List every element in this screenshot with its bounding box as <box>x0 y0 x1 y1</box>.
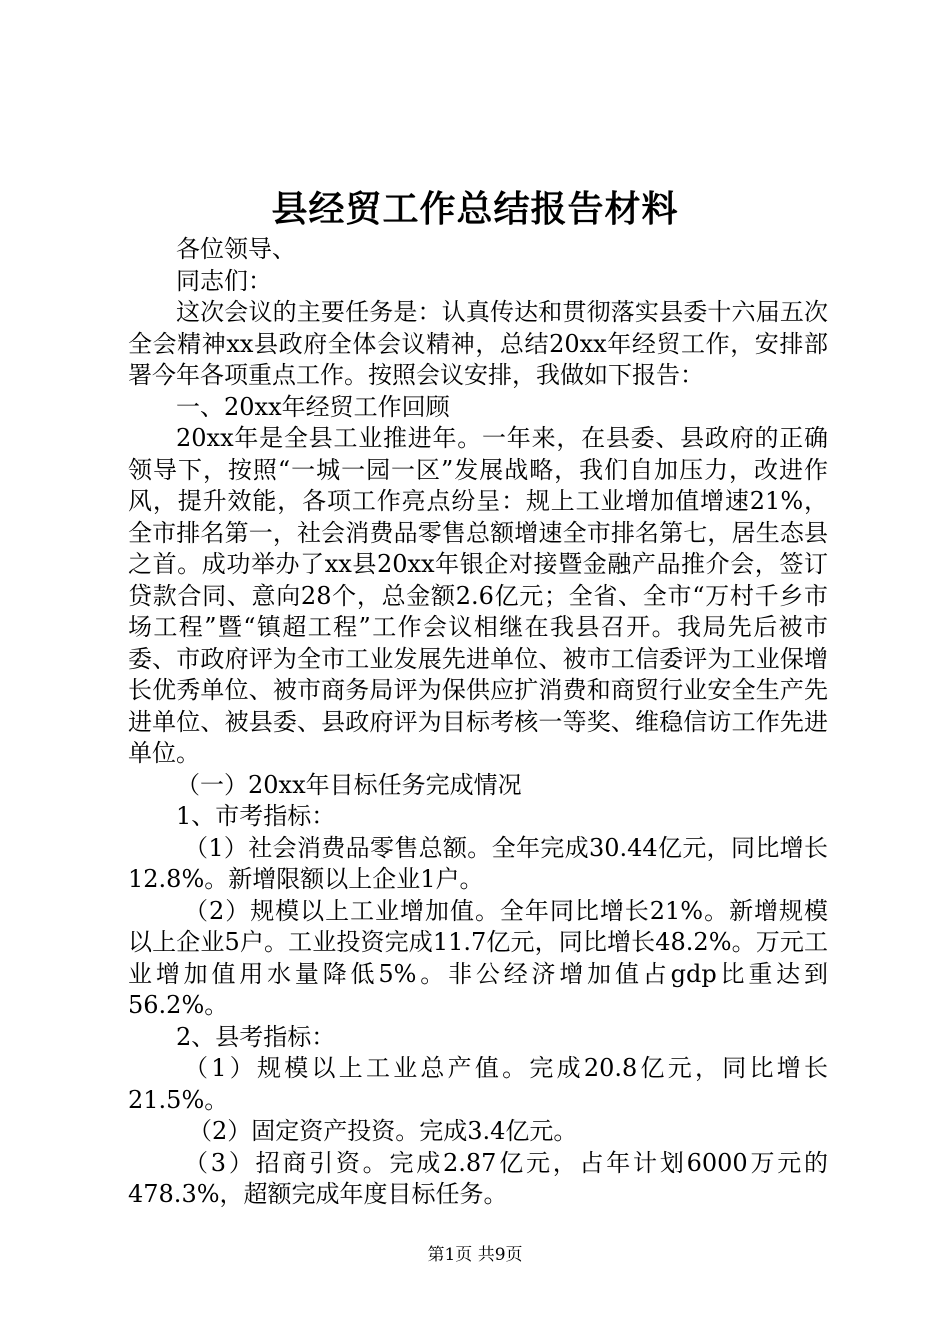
county-indicators-heading: 2、县考指标： <box>176 1022 336 1051</box>
document-title: 县经贸工作总结报告材料 <box>271 188 679 230</box>
county-indicator-3: （3）招商引资。完成2.87亿元，占年计划6000万元的478.3%，超额完成年度目标任务。 <box>128 1148 828 1208</box>
county-indicator-1: （1）规模以上工业总产值。完成20.8亿元，同比增长21.5%。 <box>128 1054 828 1114</box>
county-indicator-2: （2）固定资产投资。完成3.4亿元。 <box>188 1117 578 1145</box>
review-paragraph: 20xx年是全县工业推进年。一年来，在县委、县政府的正确领导下，按照“一城一园一区”发展战略，我们自加压力，改进作风，提升效能，各项工作亮点纷呈：规上工业增加值增速21%，全市排名第一，社会消费品零售总额增速全市排名第七，居生态县之首。成功举办了xx县20xx年银企对接暨金融产品推介会，签订贷款合同、意向28个，总金额2.6亿元；全省、全市“万村千乡市场工程”暨“镇超工程”工作会议相继在我县召开。我局先后被市委、市政府评为全市工业发展先进单位、被市工信委评为工业保增长优秀单位、被市商务局评为保供应扩消费和商贸行业安全生产先进单位、被县委、县政府评为目标考核一等奖、维稳信访工作先进单位。 <box>128 424 828 767</box>
document-body <box>128 234 828 1211</box>
city-indicators-heading: 1、市考指标： <box>176 802 336 830</box>
page-number-footer: 第1页 共9页 <box>427 1245 523 1265</box>
city-indicator-2: （2）规模以上工业增加值。全年同比增长21%。新增规模以上企业5户。工业投资完成11.7亿元，同比增长48.2%。万元工业增加值用水量降低5%。非公经济增加值占gdp比重达到56.2%。 <box>128 896 828 1019</box>
subsection-heading-targets: （一）20xx年目标任务完成情况 <box>176 770 522 799</box>
salutation-leaders: 各位领导、 <box>176 235 296 263</box>
intro-paragraph: 这次会议的主要任务是：认真传达和贯彻落实县委十六届五次全会精神xx县政府全体会议精神，总结20xx年经贸工作，安排部署今年各项重点工作。按照会议安排，我做如下报告： <box>128 298 828 389</box>
salutation-comrades: 同志们： <box>176 266 272 295</box>
section-heading-review: 一、20xx年经贸工作回顾 <box>176 392 450 421</box>
city-indicator-1: （1）社会消费品零售总额。全年完成30.44亿元，同比增长12.8%。新增限额以上企业1户。 <box>128 833 828 893</box>
